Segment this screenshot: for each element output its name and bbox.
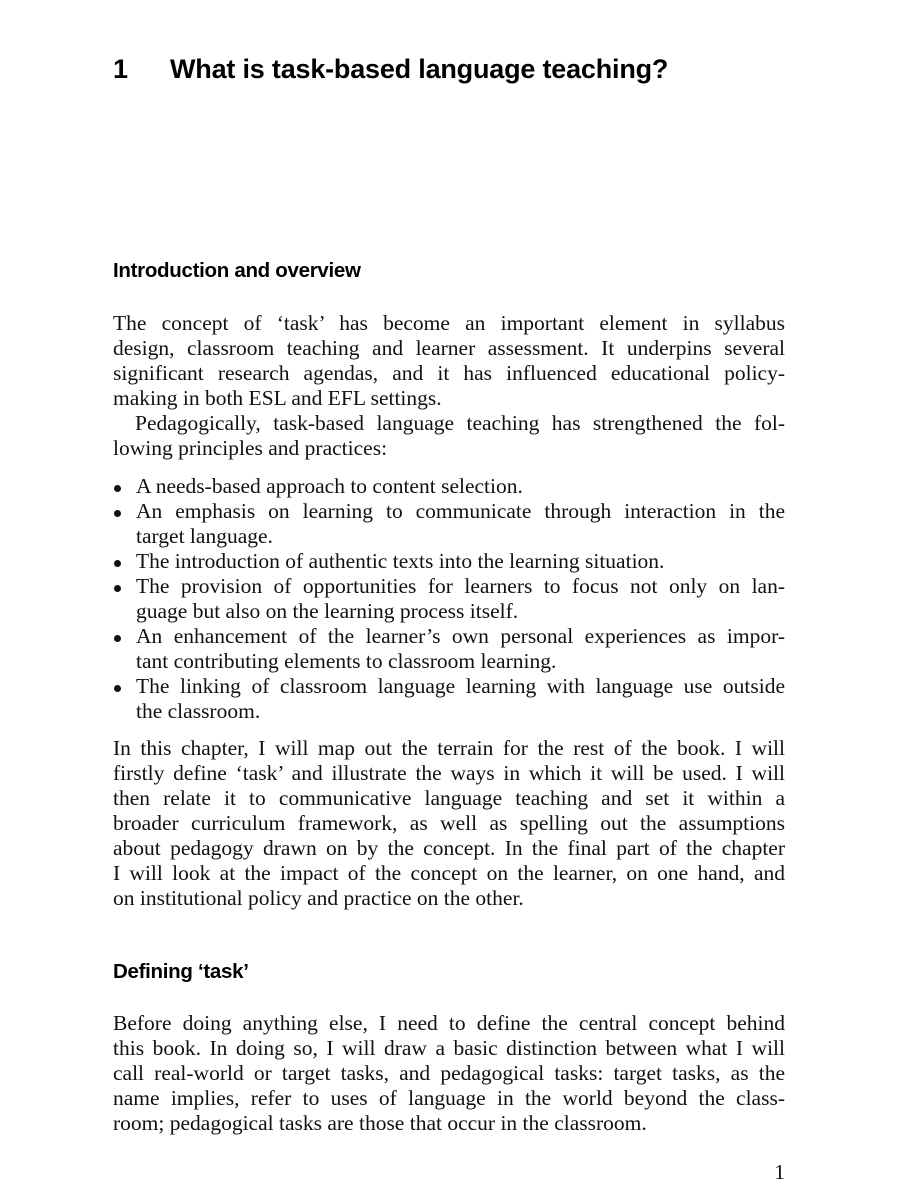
- text-line: name implies, refer to uses of language in the world beyond the class-: [113, 1086, 785, 1110]
- section-heading-defining-task: Defining ‘task’: [113, 960, 249, 983]
- text-line: then relate it to communicative language teaching and set it within a: [113, 786, 785, 810]
- chapter-number: 1: [113, 54, 128, 84]
- bullet-icon: [114, 560, 121, 567]
- text-line: lowing principles and practices:: [113, 436, 388, 460]
- text-line: on institutional policy and practice on the other.: [113, 886, 524, 910]
- text-line: call real-world or target tasks, and pedagogical tasks: target tasks, as the: [113, 1061, 785, 1085]
- text-line: tant contributing elements to classroom learning.: [136, 649, 557, 673]
- intro-paragraph-3: [113, 736, 785, 911]
- page-number: 1: [774, 1160, 785, 1184]
- text-line: broader curriculum framework, as well as spelling out the assumptions: [113, 811, 785, 835]
- intro-paragraph-1: [113, 311, 785, 411]
- intro-paragraph-2: [113, 411, 785, 461]
- principles-list: [113, 474, 785, 724]
- text-line: target language.: [136, 524, 273, 548]
- list-item: [113, 574, 785, 624]
- text-line: Before doing anything else, I need to define the central concept behind: [113, 1011, 785, 1035]
- text-line: significant research agendas, and it has influenced educational policy-: [113, 361, 785, 385]
- text-line: room; pedagogical tasks are those that occur in the classroom.: [113, 1111, 647, 1135]
- text-line: The provision of opportunities for learners to focus not only on lan-: [136, 574, 785, 598]
- text-line: I will look at the impact of the concept on the learner, on one hand, and: [113, 861, 785, 885]
- text-line: The introduction of authentic texts into the learning situation.: [136, 549, 665, 573]
- text-line: Pedagogically, task-based language teaching has strengthened the fol-: [135, 411, 785, 435]
- bullet-icon: [114, 485, 121, 492]
- list-item: [113, 674, 785, 724]
- text-line: guage but also on the learning process itself.: [136, 599, 519, 623]
- bullet-icon: [114, 510, 121, 517]
- text-line: this book. In doing so, I will draw a basic distinction between what I will: [113, 1036, 785, 1060]
- section-heading-introduction: Introduction and overview: [113, 259, 361, 282]
- list-item: [113, 624, 785, 674]
- text-line: making in both ESL and EFL settings.: [113, 386, 442, 410]
- bullet-icon: [114, 635, 121, 642]
- defining-paragraph-1: [113, 1011, 785, 1136]
- text-line: A needs-based approach to content selection.: [136, 474, 523, 498]
- text-line: The linking of classroom language learning with language use outside: [136, 674, 785, 698]
- bullet-icon: [114, 585, 121, 592]
- chapter-title: [113, 54, 668, 85]
- text-line: An enhancement of the learner’s own personal experiences as impor-: [136, 624, 785, 648]
- text-line: about pedagogy drawn on by the concept. In the final part of the chapter: [113, 836, 785, 860]
- text-line: The concept of ‘task’ has become an important element in syllabus: [113, 311, 785, 335]
- list-item: [113, 549, 785, 574]
- text-line: firstly define ‘task’ and illustrate the ways in which it will be used. I will: [113, 761, 785, 785]
- text-line: design, classroom teaching and learner assessment. It underpins several: [113, 336, 785, 360]
- bullet-icon: [114, 685, 121, 692]
- list-item: [113, 474, 785, 499]
- text-line: In this chapter, I will map out the terrain for the rest of the book. I will: [113, 736, 785, 760]
- list-item: [113, 499, 785, 549]
- text-line: An emphasis on learning to communicate through interaction in the: [136, 499, 785, 523]
- text-line: the classroom.: [136, 699, 261, 723]
- chapter-title-text: What is task-based language teaching?: [170, 54, 669, 84]
